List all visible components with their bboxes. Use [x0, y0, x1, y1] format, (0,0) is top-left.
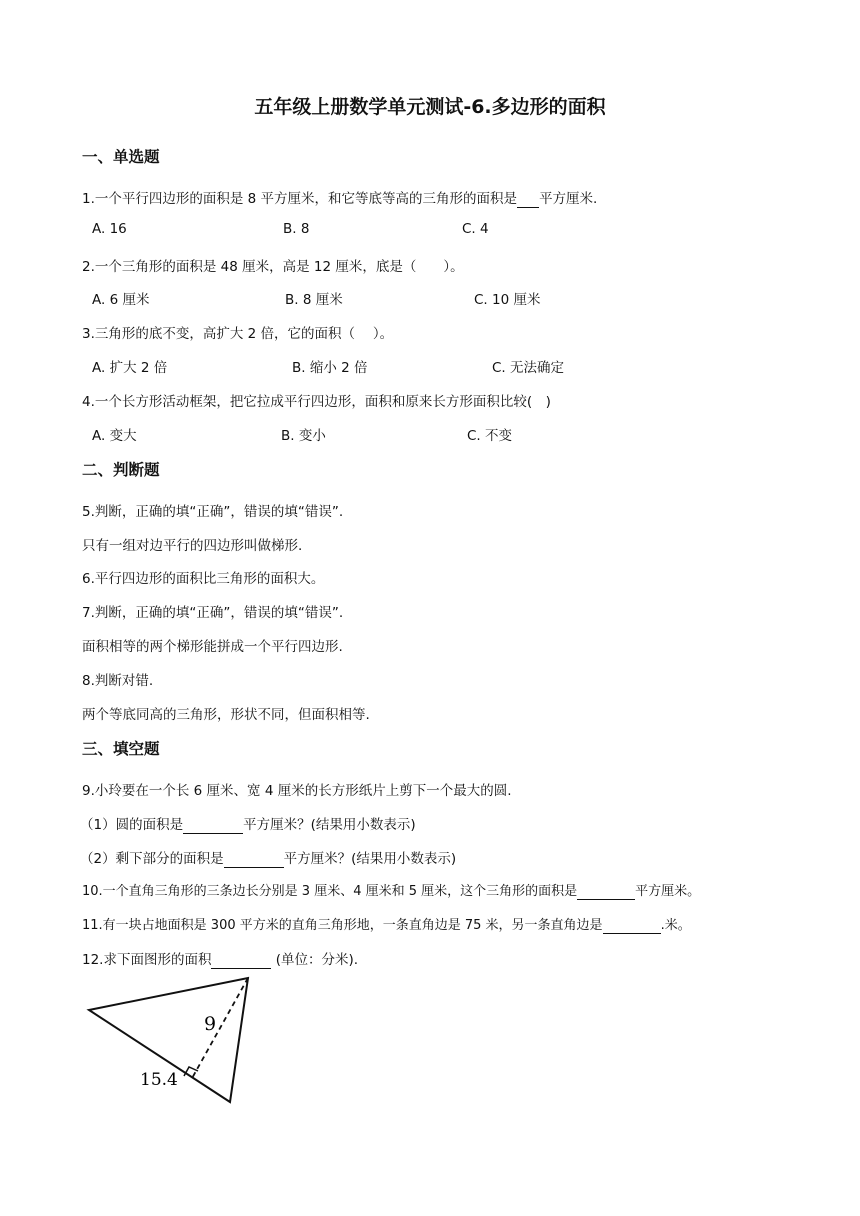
answer-blank[interactable]: [211, 952, 271, 969]
question-2-option-a[interactable]: A. 6 厘米: [92, 292, 150, 308]
question-3-option-c[interactable]: C. 无法确定: [492, 360, 565, 376]
question-12: [82, 948, 358, 969]
base-label: 15.4: [140, 1070, 178, 1090]
question-9-part-1: [80, 813, 416, 834]
question-9-part-1-suffix: 平方厘米？(结果用小数表示): [243, 817, 416, 833]
question-9-part-2: [80, 847, 456, 868]
question-7: 7.判断，正确的填“正确”，错误的填“错误”.: [82, 605, 344, 621]
question-12-suffix: (单位：分米).: [271, 952, 359, 968]
height-label: 9: [204, 1013, 217, 1035]
question-9-part-1-prefix: （1）圆的面积是: [80, 817, 184, 833]
question-1-suffix: 平方厘米.: [539, 191, 598, 207]
question-12-prefix: 12.求下面图形的面积: [82, 952, 212, 968]
question-10-suffix: 平方厘米。: [635, 884, 701, 899]
question-5: 5.判断，正确的填“正确”，错误的填“错误”.: [82, 504, 344, 520]
question-11-suffix: .米。: [660, 918, 691, 933]
page-title: 五年级上册数学单元测试-6.多边形的面积: [254, 96, 606, 118]
question-10: [82, 880, 700, 900]
question-7-statement: 面积相等的两个梯形能拼成一个平行四边形.: [82, 639, 343, 655]
question-5-statement: 只有一组对边平行的四边形叫做梯形.: [82, 538, 303, 554]
question-11-prefix: 11.有一块占地面积是 300 平方米的直角三角形地，一条直角边是 75 米，另一条直角边是: [82, 918, 603, 933]
question-8-statement: 两个等底同高的三角形，形状不同，但面积相等.: [82, 707, 370, 723]
answer-blank[interactable]: [183, 817, 243, 834]
right-angle-mark: [184, 1067, 198, 1076]
question-9-part-2-prefix: （2）剩下部分的面积是: [80, 851, 224, 867]
question-10-prefix: 10.一个直角三角形的三条边长分别是 3 厘米、4 厘米和 5 厘米，这个三角形的面积是: [82, 884, 578, 899]
question-4-option-a[interactable]: A. 变大: [92, 428, 137, 444]
question-3-option-a[interactable]: A. 扩大 2 倍: [92, 360, 168, 376]
question-6: 6.平行四边形的面积比三角形的面积大。: [82, 571, 325, 587]
question-4-option-b[interactable]: B. 变小: [281, 428, 326, 444]
height-dashed-line: [191, 978, 248, 1080]
question-1-text: 1.一个平行四边形的面积是 8 平方厘米，和它等底等高的三角形的面积是: [82, 191, 518, 207]
question-1-option-a[interactable]: A. 16: [92, 221, 127, 237]
question-1-option-c[interactable]: C. 4: [462, 221, 489, 237]
question-4: 4.一个长方形活动框架，把它拉成平行四边形，面积和原来长方形面积比较( ): [82, 394, 551, 410]
question-9: 9.小玲要在一个长 6 厘米、宽 4 厘米的长方形纸片上剪下一个最大的圆.: [82, 783, 512, 799]
section-heading-single-choice: 一、单选题: [82, 148, 160, 166]
question-11: [82, 914, 691, 934]
answer-blank[interactable]: [603, 918, 661, 934]
answer-blank[interactable]: [577, 884, 635, 900]
question-9-part-2-suffix: 平方厘米？(结果用小数表示): [283, 851, 457, 867]
question-1: [82, 187, 597, 208]
question-3: 3.三角形的底不变，高扩大 2 倍，它的面积（ ）。: [82, 326, 394, 342]
question-3-option-b[interactable]: B. 缩小 2 倍: [292, 360, 368, 376]
section-heading-true-false: 二、判断题: [82, 461, 160, 479]
triangle-figure: [80, 970, 270, 1110]
section-heading-fill-in: 三、填空题: [82, 740, 160, 758]
question-1-option-b[interactable]: B. 8: [283, 221, 310, 237]
question-2-option-c[interactable]: C. 10 厘米: [474, 292, 541, 308]
answer-blank[interactable]: [224, 851, 284, 868]
question-2: 2.一个三角形的面积是 48 厘米，高是 12 厘米，底是（ ）。: [82, 259, 464, 275]
question-8: 8.判断对错.: [82, 673, 154, 689]
question-4-option-c[interactable]: C. 不变: [467, 428, 513, 444]
answer-blank[interactable]: [517, 191, 539, 208]
question-2-option-b[interactable]: B. 8 厘米: [285, 292, 343, 308]
